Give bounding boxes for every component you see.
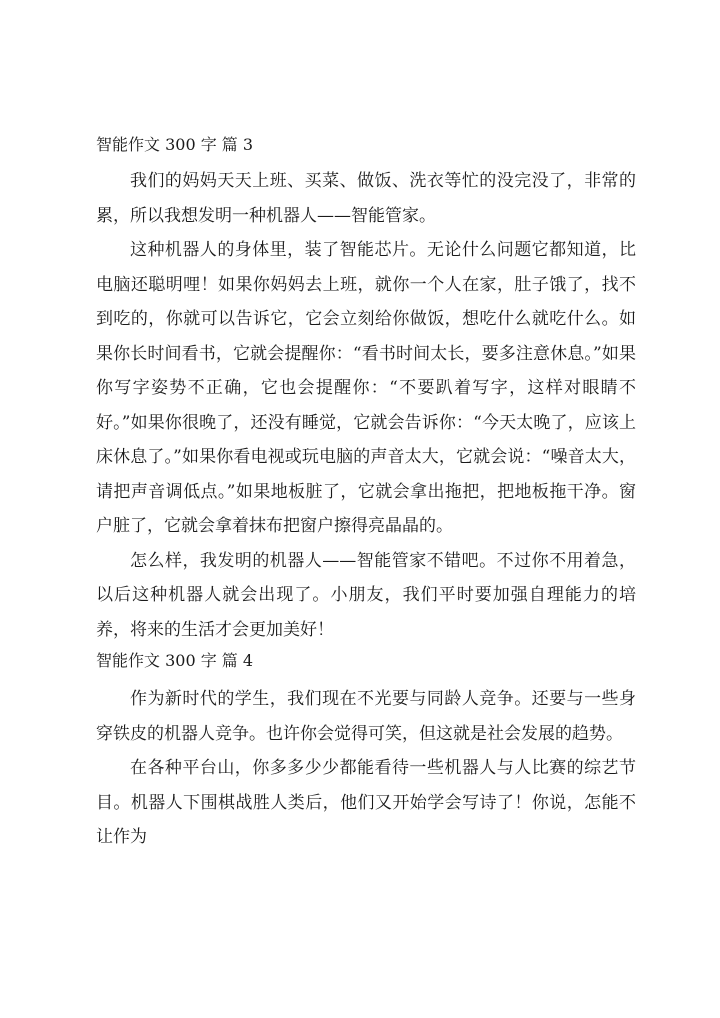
section-heading: 智能作文 300 字 篇 3 — [96, 135, 254, 154]
essay-section-3 — [96, 133, 636, 647]
paragraph: 作为新时代的学生，我们现在不光要与同龄人竞争。还要与一些身穿铁皮的机器人竞争。也许你会觉得可笑，但这就是社会发展的趋势。 — [96, 689, 636, 744]
paragraph: 在各种平台山，你多多少少都能看待一些机器人与人比赛的综艺节目。机器人下围棋战胜人类后，他们又开始学会写诗了！你说，怎能不让作为 — [96, 758, 636, 847]
paragraph: 我们的妈妈天天上班、买菜、做饭、洗衣等忙的没完没了，非常的累，所以我想发明一种机器人——智能管家。 — [96, 171, 636, 226]
section-heading: 智能作文 300 字 篇 4 — [96, 651, 254, 670]
paragraph: 怎么样，我发明的机器人——智能管家不错吧。不过你不用着急，以后这种机器人就会出现了。小朋友，我们平时要加强自理能力的培养，将来的生活才会更加美好！ — [96, 550, 636, 640]
essay-section-4 — [96, 649, 636, 855]
paragraph: 这种机器人的身体里，装了智能芯片。无论什么问题它都知道，比电脑还聪明哩！如果你妈妈去上班，就你一个人在家，肚子饿了，找不到吃的，你就可以告诉它，它会立刻给你做饭，想吃什么就吃什么。如果你长时间看书，它就会提醒你：“看书时间太长，要多注意休息。”如果你写字姿势不正确，它也会提醒你：“不要趴着写字，这样对眼睛不好。”如果你很晚了，还没有睡觉，它就会告诉你：“今天太晚了，应该上床休息了。”如果你看电视或玩电脑的声音太大，它就会说：“噪音太大，请把声音调低点。”如果地板脏了，它就会拿出拖把，把地板拖干净。窗户脏了，它就会拿着抹布把窗户擦得亮晶晶的。 — [96, 240, 636, 536]
document-body — [96, 133, 636, 855]
